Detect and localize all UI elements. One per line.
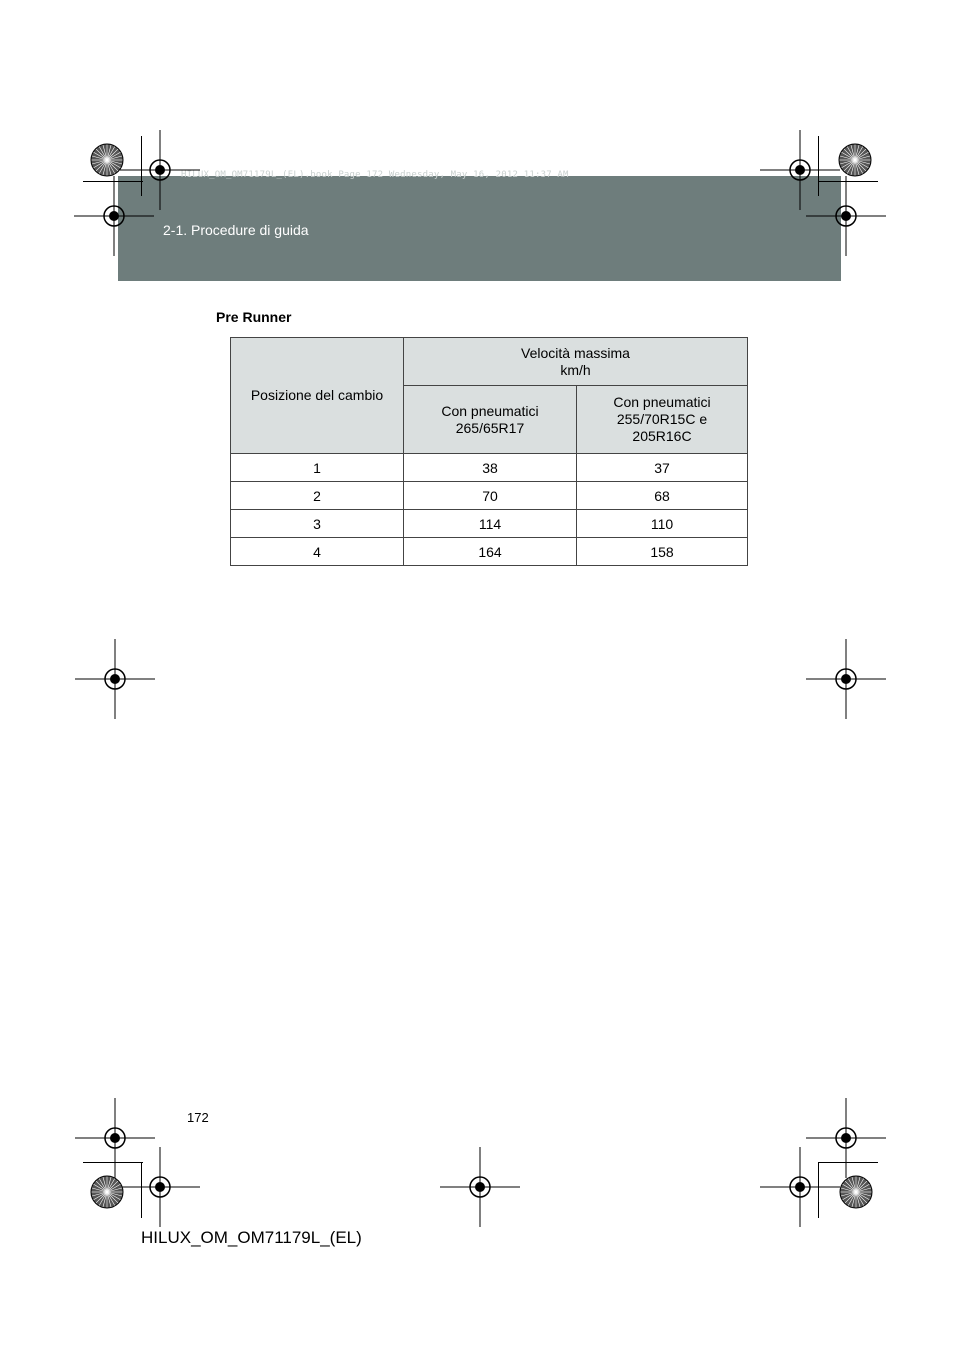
cell-speed-b: 158 (577, 538, 748, 566)
registration-crosshair-icon (74, 176, 154, 256)
cell-speed-b: 37 (577, 454, 748, 482)
max-speed-label: Velocità massima (521, 344, 630, 361)
registration-starburst-icon (89, 1174, 125, 1210)
book-stamp: HILUX_OM_OM71179L_(EL).book Page 172 Wednesday, May 16, 2012 11:37 AM (181, 170, 569, 180)
cell-gear: 4 (231, 538, 404, 566)
registration-crosshair-icon (440, 1147, 520, 1227)
trim-line (818, 181, 878, 182)
header-max-speed (404, 338, 748, 386)
header-tyre-b: Con pneumatici 255/70R15C e 205R16C (577, 386, 748, 454)
table-caption: Pre Runner (216, 309, 292, 325)
cell-gear: 1 (231, 454, 404, 482)
cell-speed-a: 38 (404, 454, 577, 482)
header-tyre-a: Con pneumatici 265/65R17 (404, 386, 577, 454)
cell-speed-b: 68 (577, 482, 748, 510)
page-number: 172 (187, 1110, 209, 1125)
cell-speed-a: 70 (404, 482, 577, 510)
cell-gear: 2 (231, 482, 404, 510)
registration-crosshair-icon (760, 1147, 840, 1227)
trim-line (818, 1162, 878, 1163)
registration-crosshair-icon (806, 639, 886, 719)
table-row (231, 510, 748, 538)
max-speed-unit: km/h (560, 361, 591, 378)
trim-line (83, 1162, 143, 1163)
document-code: HILUX_OM_OM71179L_(EL) (141, 1228, 362, 1247)
cell-speed-b: 110 (577, 510, 748, 538)
cell-speed-a: 114 (404, 510, 577, 538)
trim-line (818, 136, 819, 196)
max-speed-table (230, 337, 748, 566)
trim-line (818, 1162, 819, 1218)
trim-line (141, 136, 142, 196)
cell-gear: 3 (231, 510, 404, 538)
table-row (231, 538, 748, 566)
registration-crosshair-icon (120, 1147, 200, 1227)
table-row (231, 454, 748, 482)
registration-crosshair-icon (75, 639, 155, 719)
header-gear: Posizione del cambio (231, 338, 404, 454)
registration-starburst-icon (837, 142, 873, 178)
cell-speed-a: 164 (404, 538, 577, 566)
trim-line (83, 181, 143, 182)
table-row (231, 482, 748, 510)
section-title: 2-1. Procedure di guida (163, 222, 309, 238)
registration-starburst-icon (838, 1174, 874, 1210)
trim-line (141, 1162, 142, 1218)
